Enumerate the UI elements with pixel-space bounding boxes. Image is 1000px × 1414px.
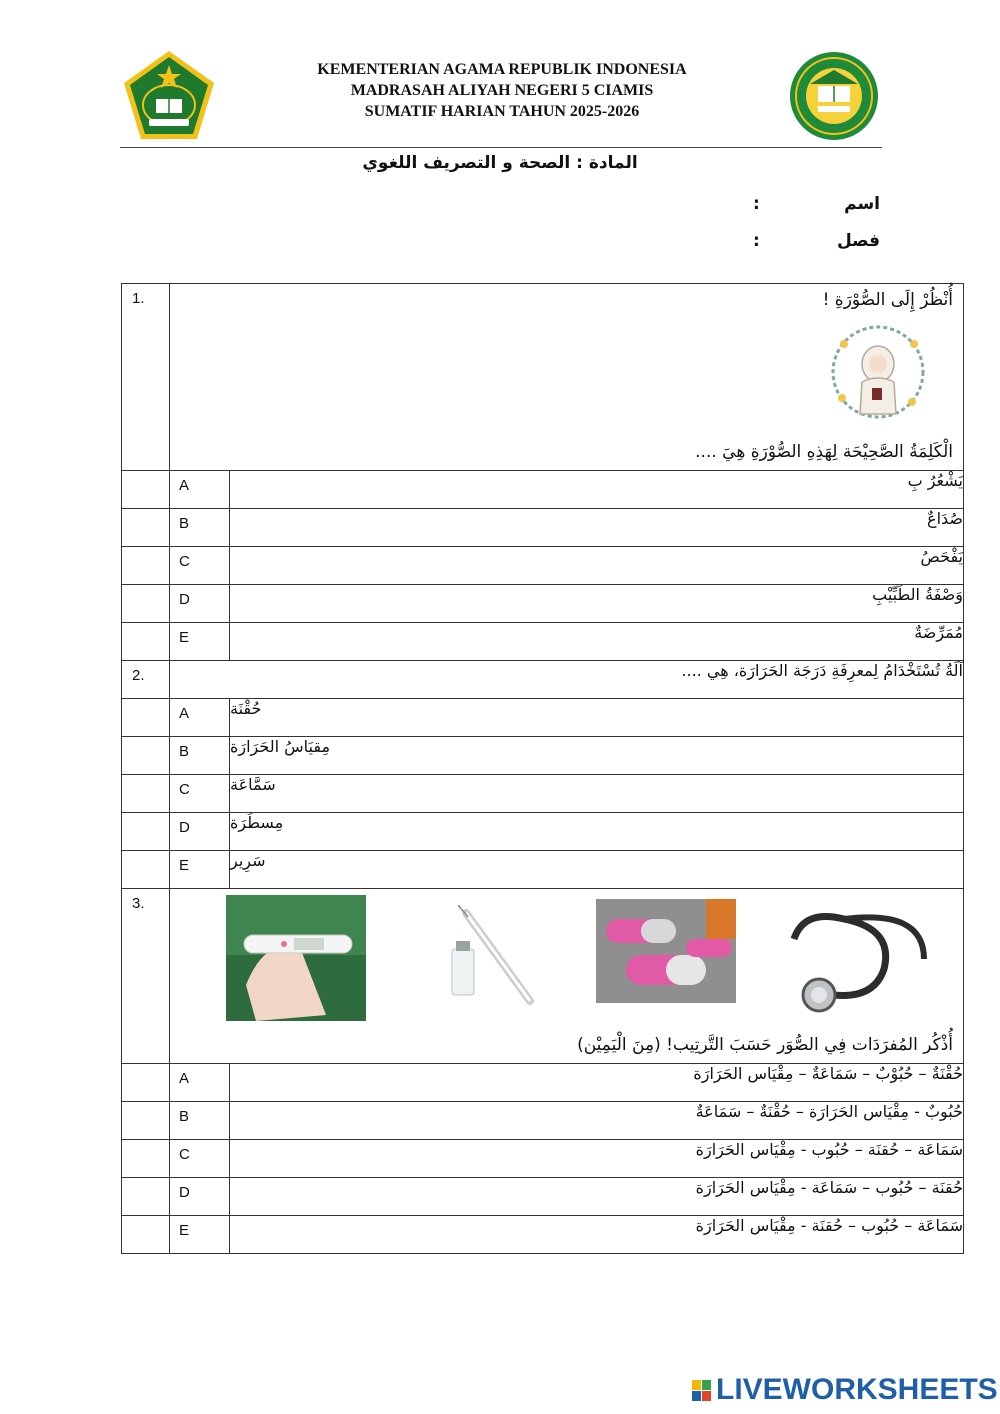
option-row[interactable] xyxy=(122,1102,964,1140)
option-row[interactable] xyxy=(122,1140,964,1178)
question-number: 3. xyxy=(122,889,170,1064)
syringe-image xyxy=(422,905,542,1015)
question-table xyxy=(121,283,964,1254)
name-colon: : xyxy=(753,194,760,214)
header-divider xyxy=(120,147,882,148)
name-label: اسم xyxy=(844,194,880,214)
option-text[interactable]: يَشْعُرُ بِ xyxy=(230,471,964,509)
option-spacer xyxy=(122,623,170,661)
option-spacer xyxy=(122,1216,170,1254)
option-row[interactable] xyxy=(122,585,964,623)
option-spacer xyxy=(122,509,170,547)
option-spacer xyxy=(122,1064,170,1102)
option-row[interactable] xyxy=(122,775,964,813)
class-colon: : xyxy=(753,231,760,251)
option-spacer xyxy=(122,1102,170,1140)
option-letter[interactable]: C xyxy=(170,1140,230,1178)
header-school: MADRASAH ALIYAH NEGERI 5 CIAMIS xyxy=(350,82,654,99)
stethoscope-image xyxy=(774,909,942,1017)
option-spacer xyxy=(122,471,170,509)
capsules-image xyxy=(596,899,736,1003)
option-letter[interactable]: C xyxy=(170,775,230,813)
option-row[interactable] xyxy=(122,509,964,547)
question-number: 2. xyxy=(122,661,170,699)
option-row[interactable] xyxy=(122,547,964,585)
option-row[interactable] xyxy=(122,1178,964,1216)
thermometer-image xyxy=(226,895,366,1021)
option-row[interactable] xyxy=(122,737,964,775)
option-row[interactable] xyxy=(122,471,964,509)
option-text[interactable]: سَمَاعَة – حُقنَة – حُبُوب - مِقْيَاس الحَرَارَة xyxy=(230,1140,964,1178)
option-row[interactable] xyxy=(122,699,964,737)
option-text[interactable]: حُقنَة – حُبُوب – سَمَاعَة - مِقْيَاس الحَرَارَة xyxy=(230,1178,964,1216)
option-letter[interactable]: E xyxy=(170,623,230,661)
option-letter[interactable]: A xyxy=(170,699,230,737)
nurse-image xyxy=(822,322,934,422)
option-text[interactable]: حُقْنَةٌ – حُبُوْبٌ – سَمَاعَةٌ – مِقْيَاس الحَرَارَة xyxy=(230,1064,964,1102)
question-3-row xyxy=(122,889,964,1064)
kemenag-logo xyxy=(121,49,217,142)
question-number: 1. xyxy=(122,284,170,471)
option-text[interactable]: حُبُوبٌ - مِقْيَاس الحَرَارَة – حُقْنَةٌ – سَمَاعَةٌ xyxy=(230,1102,964,1140)
option-letter[interactable]: B xyxy=(170,737,230,775)
option-row[interactable] xyxy=(122,851,964,889)
class-label: فصل xyxy=(836,231,880,251)
option-spacer xyxy=(122,1140,170,1178)
option-spacer xyxy=(122,775,170,813)
option-spacer xyxy=(122,585,170,623)
subject-title: المادة : الصحة و التصريف اللغوي xyxy=(362,153,638,173)
option-text[interactable]: سَمَاعَة – حُبُوب – حُقنَة - مِقْيَاس الحَرَارَة xyxy=(230,1216,964,1254)
option-row[interactable] xyxy=(122,813,964,851)
option-text[interactable]: صُدَاعٌ xyxy=(230,509,964,547)
option-text[interactable]: مِقيَاسُ الحَرَارَة xyxy=(230,737,964,775)
header-exam: SUMATIF HARIAN TAHUN 2025-2026 xyxy=(364,103,640,120)
question-3-body xyxy=(170,889,964,1064)
madrasah-logo xyxy=(788,50,880,142)
option-text[interactable]: وَصْفَةُ الطَبِّيْبِ xyxy=(230,585,964,623)
option-row[interactable] xyxy=(122,1216,964,1254)
option-letter[interactable]: D xyxy=(170,1178,230,1216)
header-ministry: KEMENTERIAN AGAMA REPUBLIK INDONESIA xyxy=(317,61,687,78)
option-letter[interactable]: E xyxy=(170,1216,230,1254)
option-letter[interactable]: B xyxy=(170,509,230,547)
option-spacer xyxy=(122,547,170,585)
option-letter[interactable]: B xyxy=(170,1102,230,1140)
question-1-row xyxy=(122,284,964,471)
question-1-prompt: الْكَلِمَةُ الصَّحِيْحَة لِهَذِهِ الصُّوْرَةِ هِيَ .... xyxy=(695,442,953,462)
question-2-prompt: آلَةُ تُسْتَخْدَامُ لِمعرِفَةِ دَرَجَة الحَرَارَة، هِي .... xyxy=(170,661,964,699)
option-text[interactable]: مِسطَرَة xyxy=(230,813,964,851)
option-spacer xyxy=(122,851,170,889)
liveworksheets-brand[interactable]: LIVEWORKSHEETS xyxy=(716,1373,998,1406)
option-text[interactable]: سَرِير xyxy=(230,851,964,889)
option-spacer xyxy=(122,737,170,775)
option-letter[interactable]: D xyxy=(170,813,230,851)
option-row[interactable] xyxy=(122,1064,964,1102)
option-spacer xyxy=(122,699,170,737)
option-text[interactable]: سَمَّاعَة xyxy=(230,775,964,813)
option-letter[interactable]: A xyxy=(170,1064,230,1102)
option-text[interactable]: مُمَرِّضَةٌ xyxy=(230,623,964,661)
option-row[interactable] xyxy=(122,623,964,661)
option-spacer xyxy=(122,813,170,851)
question-3-prompt: أُذْكُر المُفرَدَات فِي الصُّوَر حَسَبَ التَّرتِيب! (مِنَ الْيَمِيْن) xyxy=(577,1035,953,1055)
liveworksheets-logo-icon xyxy=(692,1380,712,1402)
option-letter[interactable]: A xyxy=(170,471,230,509)
question-2-row xyxy=(122,661,964,699)
option-text[interactable]: حُقْنَة xyxy=(230,699,964,737)
option-letter[interactable]: C xyxy=(170,547,230,585)
option-spacer xyxy=(122,1178,170,1216)
option-text[interactable]: يَفْحَصُ xyxy=(230,547,964,585)
option-letter[interactable]: D xyxy=(170,585,230,623)
question-1-instruction: أُنْظُرْ إِلَى الصُّوْرَةِ ! xyxy=(822,290,953,310)
option-letter[interactable]: E xyxy=(170,851,230,889)
question-1-body xyxy=(170,284,964,471)
